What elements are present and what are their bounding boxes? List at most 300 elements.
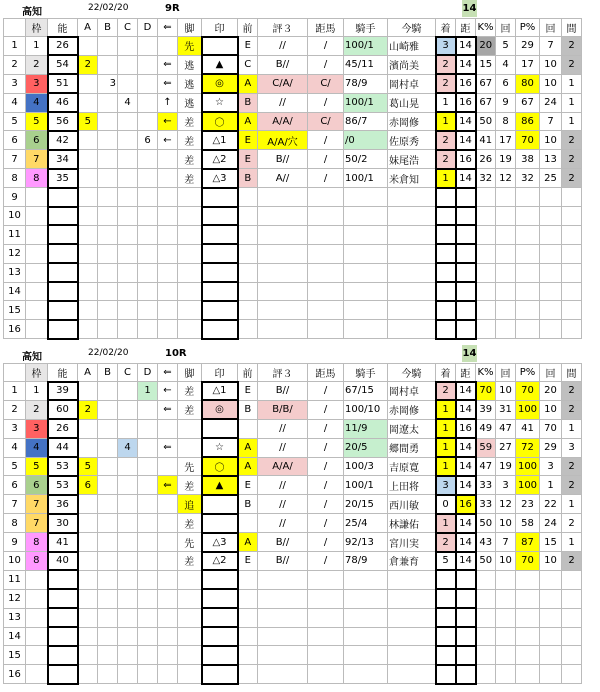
cell-bracket: 3: [26, 74, 48, 93]
cell-k-pct: [476, 282, 496, 301]
table-row: [4, 438, 582, 457]
cell-p-count: [540, 188, 562, 207]
cell-rank-b: [98, 207, 118, 226]
col-header-finish: 着: [436, 19, 456, 37]
cell-finish: [436, 188, 456, 207]
cell-k-count: [496, 188, 516, 207]
cell-jockey: 佐原秀: [388, 131, 436, 150]
cell-eval3: B//: [258, 150, 308, 169]
cell-jockey-record: 45/11: [344, 55, 388, 74]
cell-rank-c: [118, 514, 138, 533]
cell-dist-horse: /: [308, 131, 344, 150]
cell-jockey: 米倉知: [388, 169, 436, 188]
cell-style: 先: [178, 533, 202, 552]
cell-bracket: [26, 589, 48, 608]
cell-front: B: [238, 169, 258, 188]
cell-ability: 46: [48, 93, 78, 112]
cell-rank-c: [118, 169, 138, 188]
cell-p-pct: [516, 665, 540, 684]
cell-eval3: B//: [258, 55, 308, 74]
cell-p-count: 10: [540, 131, 562, 150]
cell-row-no: 11: [4, 225, 26, 244]
cell-rank-b: [98, 589, 118, 608]
cell-interval: 2: [562, 169, 582, 188]
cell-finish: 5: [436, 552, 456, 571]
cell-bracket: [26, 301, 48, 320]
cell-arrow: [158, 150, 178, 169]
cell-jockey-record: 78/9: [344, 74, 388, 93]
cell-interval: 1: [562, 74, 582, 93]
cell-ability: [48, 225, 78, 244]
cell-front: A: [238, 112, 258, 131]
col-header-k-count: 回: [496, 19, 516, 37]
cell-rank-c: [118, 131, 138, 150]
cell-rank-b: [98, 150, 118, 169]
cell-p-pct: 86: [516, 112, 540, 131]
cell-rank-c: [118, 225, 138, 244]
cell-finish: 1: [436, 400, 456, 419]
cell-ability: [48, 570, 78, 589]
cell-mark: [202, 665, 238, 684]
cell-distance: 14: [456, 438, 476, 457]
cell-row-no: 7: [4, 495, 26, 514]
cell-mark: [202, 225, 238, 244]
cell-jockey-record: 20/5: [344, 438, 388, 457]
cell-interval: 2: [562, 514, 582, 533]
cell-p-pct: [516, 225, 540, 244]
cell-finish: 3: [436, 476, 456, 495]
cell-row-no: 10: [4, 207, 26, 226]
cell-arrow: [158, 282, 178, 301]
cell-distance: [456, 301, 476, 320]
cell-finish: 0: [436, 495, 456, 514]
table-row: [4, 320, 582, 339]
cell-distance: [456, 608, 476, 627]
cell-k-pct: 33: [476, 495, 496, 514]
cell-k-pct: [476, 627, 496, 646]
cell-p-count: [540, 301, 562, 320]
cell-distance: [456, 320, 476, 339]
cell-k-pct: 50: [476, 552, 496, 571]
cell-row-no: 8: [4, 169, 26, 188]
cell-rank-b: [98, 320, 118, 339]
table-row: [4, 589, 582, 608]
cell-distance: 14: [456, 37, 476, 56]
cell-rank-c: [118, 627, 138, 646]
cell-rank-a: [78, 301, 98, 320]
cell-ability: 41: [48, 533, 78, 552]
cell-row-no: 12: [4, 589, 26, 608]
cell-jockey-record: [344, 263, 388, 282]
cell-rank-c: 4: [118, 93, 138, 112]
cell-jockey: [388, 320, 436, 339]
cell-rank-c: [118, 244, 138, 263]
cell-rank-c: [118, 400, 138, 419]
cell-row-no: 9: [4, 533, 26, 552]
cell-row-no: 11: [4, 570, 26, 589]
cell-rank-d: [138, 37, 158, 56]
cell-k-count: 3: [496, 476, 516, 495]
cell-jockey-record: [344, 188, 388, 207]
cell-arrow: [158, 244, 178, 263]
col-header-distance: 距: [456, 364, 476, 382]
cell-p-count: 10: [540, 74, 562, 93]
cell-distance: [456, 570, 476, 589]
cell-rank-a: [78, 244, 98, 263]
cell-k-count: 5: [496, 37, 516, 56]
race-distance: 14: [462, 345, 477, 362]
cell-k-count: [496, 570, 516, 589]
col-header-dist-horse: 距馬: [308, 364, 344, 382]
cell-style: [178, 419, 202, 438]
cell-p-pct: [516, 207, 540, 226]
cell-k-pct: [476, 320, 496, 339]
cell-p-count: 7: [540, 112, 562, 131]
cell-finish: 1: [436, 93, 456, 112]
cell-rank-b: [98, 400, 118, 419]
cell-p-pct: [516, 627, 540, 646]
cell-p-count: 10: [540, 55, 562, 74]
table-row: [4, 646, 582, 665]
cell-jockey: [388, 301, 436, 320]
cell-mark: ▲: [202, 55, 238, 74]
cell-dist-horse: /: [308, 419, 344, 438]
cell-jockey-record: 100/1: [344, 93, 388, 112]
cell-rank-a: [78, 514, 98, 533]
col-header-eval3: 評３: [258, 19, 308, 37]
cell-eval3: B//: [258, 382, 308, 401]
cell-front: [238, 263, 258, 282]
cell-mark: ☆: [202, 438, 238, 457]
cell-finish: 1: [436, 169, 456, 188]
cell-distance: 16: [456, 150, 476, 169]
cell-eval3: B//: [258, 533, 308, 552]
cell-k-count: 10: [496, 552, 516, 571]
cell-k-count: [496, 207, 516, 226]
cell-rank-a: [78, 93, 98, 112]
race-date: 22/02/20: [88, 348, 129, 358]
cell-front: A: [238, 457, 258, 476]
cell-jockey-record: [344, 282, 388, 301]
cell-dist-horse: /: [308, 55, 344, 74]
cell-k-pct: 49: [476, 419, 496, 438]
cell-ability: 26: [48, 37, 78, 56]
cell-dist-horse: [308, 608, 344, 627]
cell-rank-a: [78, 263, 98, 282]
cell-style: 差: [178, 476, 202, 495]
cell-style: [178, 589, 202, 608]
cell-front: B: [238, 495, 258, 514]
cell-p-pct: 80: [516, 74, 540, 93]
cell-dist-horse: /: [308, 552, 344, 571]
cell-bracket: [26, 207, 48, 226]
cell-arrow: [158, 263, 178, 282]
cell-jockey: [388, 263, 436, 282]
cell-mark: [202, 301, 238, 320]
cell-distance: [456, 207, 476, 226]
cell-interval: [562, 320, 582, 339]
race-date: 22/02/20: [88, 3, 129, 13]
cell-style: 差: [178, 382, 202, 401]
cell-rank-b: [98, 552, 118, 571]
cell-jockey: 赤岡修: [388, 112, 436, 131]
cell-eval3: [258, 225, 308, 244]
cell-jockey-record: 100/3: [344, 457, 388, 476]
cell-mark: [202, 608, 238, 627]
cell-style: [178, 608, 202, 627]
cell-style: [178, 263, 202, 282]
cell-p-count: [540, 665, 562, 684]
cell-eval3: //: [258, 495, 308, 514]
cell-bracket: 2: [26, 400, 48, 419]
cell-rank-b: [98, 533, 118, 552]
cell-rank-c: [118, 112, 138, 131]
cell-jockey-record: 92/13: [344, 533, 388, 552]
cell-arrow: ⇐: [158, 476, 178, 495]
cell-rank-b: [98, 131, 118, 150]
cell-style: [178, 282, 202, 301]
cell-bracket: 5: [26, 457, 48, 476]
cell-p-count: 13: [540, 150, 562, 169]
cell-bracket: [26, 627, 48, 646]
table-row: [4, 400, 582, 419]
cell-rank-c: [118, 282, 138, 301]
cell-k-count: 12: [496, 495, 516, 514]
cell-p-pct: [516, 188, 540, 207]
cell-interval: [562, 627, 582, 646]
cell-rank-d: [138, 225, 158, 244]
cell-distance: 14: [456, 457, 476, 476]
cell-rank-c: [118, 55, 138, 74]
cell-dist-horse: /: [308, 533, 344, 552]
cell-ability: [48, 627, 78, 646]
cell-k-pct: 59: [476, 438, 496, 457]
cell-mark: △2: [202, 552, 238, 571]
cell-jockey-record: 50/2: [344, 150, 388, 169]
cell-style: [178, 301, 202, 320]
cell-p-pct: 100: [516, 400, 540, 419]
cell-eval3: [258, 244, 308, 263]
cell-rank-d: [138, 457, 158, 476]
cell-dist-horse: /: [308, 400, 344, 419]
cell-rank-b: [98, 225, 118, 244]
cell-interval: [562, 646, 582, 665]
cell-eval3: A/A/穴: [258, 131, 308, 150]
cell-dist-horse: [308, 188, 344, 207]
cell-rank-c: [118, 419, 138, 438]
cell-jockey: [388, 589, 436, 608]
cell-k-pct: [476, 570, 496, 589]
cell-jockey: 赤岡修: [388, 400, 436, 419]
cell-bracket: 5: [26, 112, 48, 131]
cell-rank-d: [138, 495, 158, 514]
cell-k-count: [496, 301, 516, 320]
cell-dist-horse: [308, 282, 344, 301]
cell-p-pct: 29: [516, 37, 540, 56]
cell-arrow: [158, 225, 178, 244]
cell-rank-d: [138, 244, 158, 263]
cell-row-no: 14: [4, 282, 26, 301]
cell-rank-a: [78, 665, 98, 684]
cell-p-count: 20: [540, 382, 562, 401]
cell-k-count: 47: [496, 419, 516, 438]
cell-rank-b: 3: [98, 74, 118, 93]
cell-finish: [436, 207, 456, 226]
cell-row-no: 15: [4, 646, 26, 665]
cell-distance: 16: [456, 495, 476, 514]
cell-ability: [48, 608, 78, 627]
cell-k-count: 6: [496, 74, 516, 93]
cell-row-no: 5: [4, 112, 26, 131]
col-header-p-count: 回: [540, 364, 562, 382]
cell-ability: [48, 301, 78, 320]
cell-bracket: 8: [26, 552, 48, 571]
cell-p-count: 7: [540, 37, 562, 56]
table-row: [4, 263, 582, 282]
table-row: [4, 282, 582, 301]
cell-front: [238, 301, 258, 320]
cell-arrow: [158, 514, 178, 533]
cell-eval3: //: [258, 37, 308, 56]
cell-k-pct: [476, 646, 496, 665]
cell-mark: [202, 263, 238, 282]
cell-mark: [202, 627, 238, 646]
cell-rank-c: [118, 476, 138, 495]
cell-rank-b: [98, 282, 118, 301]
cell-p-count: 29: [540, 438, 562, 457]
cell-p-count: [540, 320, 562, 339]
cell-p-pct: 100: [516, 457, 540, 476]
race-section-1: [0, 0, 600, 335]
cell-ability: 26: [48, 419, 78, 438]
cell-ability: [48, 665, 78, 684]
cell-arrow: [158, 665, 178, 684]
cell-rank-c: [118, 150, 138, 169]
cell-bracket: 6: [26, 131, 48, 150]
cell-finish: 3: [436, 37, 456, 56]
cell-eval3: [258, 320, 308, 339]
col-header-interval: 間: [562, 19, 582, 37]
cell-jockey-record: [344, 589, 388, 608]
table-row: [4, 495, 582, 514]
cell-ability: 53: [48, 457, 78, 476]
entry-table: [3, 18, 582, 340]
cell-rank-b: [98, 55, 118, 74]
cell-p-pct: 70: [516, 131, 540, 150]
cell-front: B: [238, 93, 258, 112]
cell-interval: [562, 225, 582, 244]
cell-interval: [562, 207, 582, 226]
cell-p-count: [540, 207, 562, 226]
cell-p-count: [540, 282, 562, 301]
cell-front: A: [238, 533, 258, 552]
cell-jockey-record: 100/1: [344, 169, 388, 188]
race-section-2: [0, 345, 600, 680]
table-row: [4, 225, 582, 244]
cell-rank-d: [138, 665, 158, 684]
cell-jockey-record: /0: [344, 131, 388, 150]
cell-rank-b: [98, 627, 118, 646]
cell-eval3: [258, 282, 308, 301]
cell-rank-b: [98, 457, 118, 476]
cell-rank-a: [78, 37, 98, 56]
cell-arrow: [158, 552, 178, 571]
cell-k-pct: [476, 301, 496, 320]
cell-finish: [436, 665, 456, 684]
cell-rank-b: [98, 514, 118, 533]
cell-finish: 2: [436, 74, 456, 93]
cell-k-count: 9: [496, 93, 516, 112]
cell-jockey-record: 20/15: [344, 495, 388, 514]
cell-p-pct: 100: [516, 476, 540, 495]
cell-p-count: 15: [540, 533, 562, 552]
cell-arrow: [158, 570, 178, 589]
cell-ability: [48, 320, 78, 339]
cell-k-count: [496, 282, 516, 301]
cell-row-no: 1: [4, 37, 26, 56]
cell-interval: [562, 665, 582, 684]
cell-p-pct: [516, 244, 540, 263]
cell-ability: 56: [48, 112, 78, 131]
cell-rank-c: 4: [118, 438, 138, 457]
cell-dist-horse: /: [308, 150, 344, 169]
table-row: [4, 244, 582, 263]
cell-k-pct: [476, 589, 496, 608]
cell-eval3: C/A/: [258, 74, 308, 93]
cell-interval: 2: [562, 131, 582, 150]
cell-rank-b: [98, 37, 118, 56]
cell-distance: 14: [456, 382, 476, 401]
cell-arrow: ⇐: [158, 438, 178, 457]
cell-k-count: [496, 225, 516, 244]
cell-interval: 2: [562, 476, 582, 495]
cell-distance: 14: [456, 514, 476, 533]
col-header-k-pct: K%: [476, 19, 496, 37]
cell-arrow: [158, 419, 178, 438]
cell-interval: 2: [562, 457, 582, 476]
col-header-rank-a: A: [78, 364, 98, 382]
cell-rank-d: [138, 207, 158, 226]
cell-p-count: [540, 646, 562, 665]
cell-k-count: 31: [496, 400, 516, 419]
cell-jockey-record: [344, 301, 388, 320]
col-header-rank-b: B: [98, 19, 118, 37]
cell-ability: [48, 263, 78, 282]
cell-arrow: [158, 169, 178, 188]
cell-front: [238, 419, 258, 438]
cell-front: E: [238, 37, 258, 56]
cell-front: B: [238, 400, 258, 419]
cell-k-pct: 70: [476, 382, 496, 401]
cell-style: [178, 188, 202, 207]
cell-p-count: [540, 263, 562, 282]
col-header-arrow: ⇐: [158, 364, 178, 382]
cell-dist-horse: [308, 225, 344, 244]
entry-table: [3, 363, 582, 685]
cell-mark: 〇: [202, 112, 238, 131]
cell-k-pct: 47: [476, 457, 496, 476]
cell-rank-a: [78, 646, 98, 665]
cell-rank-d: [138, 112, 158, 131]
cell-k-pct: [476, 207, 496, 226]
cell-jockey: 上田将: [388, 476, 436, 495]
cell-distance: [456, 665, 476, 684]
cell-p-count: [540, 627, 562, 646]
cell-front: E: [238, 552, 258, 571]
cell-p-pct: 70: [516, 382, 540, 401]
cell-rank-d: [138, 320, 158, 339]
table-row: [4, 382, 582, 401]
